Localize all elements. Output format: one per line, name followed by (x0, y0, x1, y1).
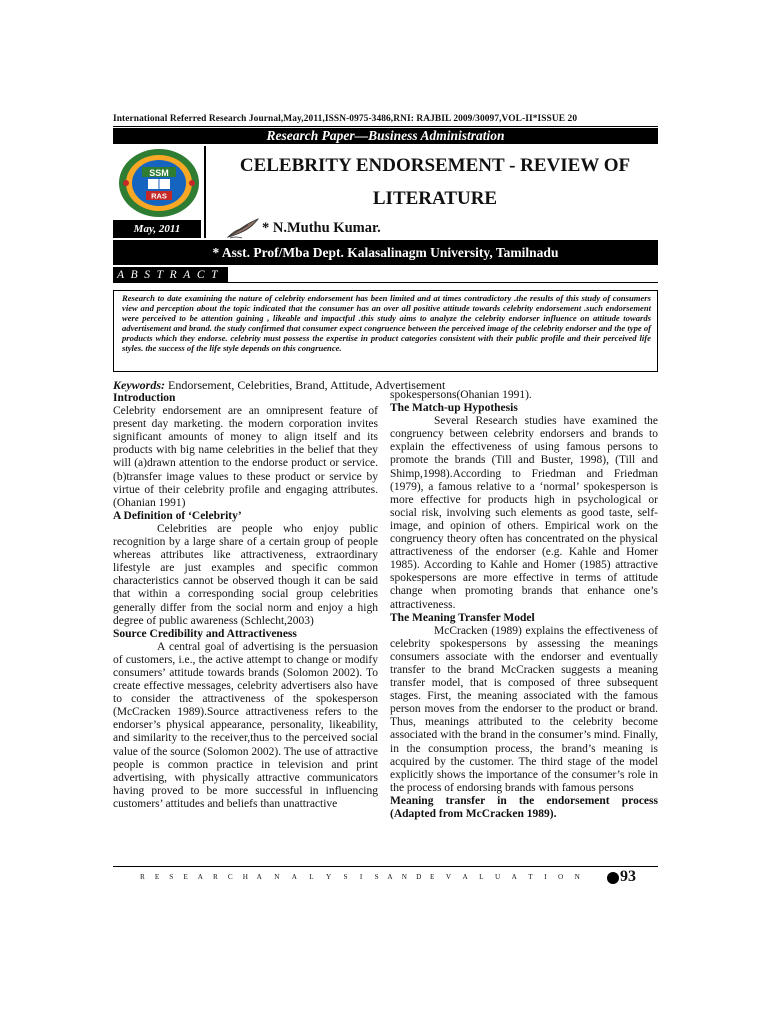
title-divider (204, 146, 206, 238)
keywords-text: Endorsement, Celebrities, Brand, Attitude, Advertisement (168, 378, 446, 392)
footer-word: E V A L U A T I O N (429, 873, 580, 881)
author-name: * N.Muthu Kumar. (262, 220, 381, 236)
right-column (390, 389, 658, 821)
heading-definition: A Definition of ‘Celebrity’ (113, 509, 242, 522)
journal-logo (116, 147, 202, 219)
logo-bottom-text: RAS (151, 191, 167, 201)
footer-tagline (140, 873, 580, 881)
abstract-label: ABSTRACT (113, 267, 228, 283)
heading-introduction: Introduction (113, 392, 176, 404)
paragraph-introduction: Celebrity endorsement are an omnipresent feature of present day marketing. the modern corporation invites significant amounts of money to align itself and its products with big name celebrities in the belief that they will (a)drawn attention to the endorse product or service. (b)transfer image values to these product or service by virtue of their celebrity profile and engaging attributes. (Ohanian 1991) (113, 405, 378, 509)
journal-header: International Referred Research Journal,May,2011,ISSN-0975-3486,RNI: RAJBIL 2009/30097,VOL-II*ISSUE 20 (113, 114, 578, 124)
header-rule (113, 126, 658, 127)
heading-endorsement-process: Meaning transfer in the endorsement process (Adapted from McCracken 1989). (390, 794, 658, 820)
logo-top-text: SSM (149, 168, 169, 178)
heading-meaning-transfer: The Meaning Transfer Model (390, 611, 535, 624)
left-column (113, 392, 378, 811)
heading-source-credibility: Source Credibility and Attractiveness (113, 627, 297, 640)
footer-word: A N D (387, 873, 422, 881)
quill-pen-icon (226, 217, 260, 239)
date-badge: May, 2011 (113, 220, 201, 238)
paper-title-line2: LITERATURE (372, 188, 498, 209)
footer-word: R E S E A R C H (140, 873, 248, 881)
keywords-label: Keywords: (113, 378, 165, 392)
abstract-text: Research to date examining the nature of celebrity endorsement has been limited and at times contradictory .the results of this study of consumers view and perception about the topic indicated that the consumer has an over all positive attitude towards celebrity endorsement .such endorsement were perceived to be attention gaining , likeable and impactful .this study aims to analyze the celebrity endorser influence on attitude towards advertisement and brand. the study confirmed that consumer expect congruence between the perceived image of the celebrity endorser and the type of products which they endorse. celebrity must possess the expertise in product categories consistent with their public profile and their perceived life styles. the success of the life style depends on this congruence. (113, 290, 658, 372)
page-bullet-icon (607, 872, 619, 884)
paragraph-definition: Celebrities are people who enjoy public recognition by a large share of a certain group of people whereas attributes like attractiveness, extraordinary lifestyle are just examples and specific common characteristics cannot be observed though it can be said that within a corresponding social group celebrities generally differ from the social norm and enjoy a high degree of public awareness (Schlecht,2003) (113, 522, 378, 627)
paper-title-line1: CELEBRITY ENDORSEMENT - REVIEW OF (239, 155, 631, 176)
heading-match-up: The Match-up Hypothesis (390, 402, 518, 415)
paragraph-meaning-transfer: McCracken (1989) explains the effectiveness of celebrity spokespersons by assessing the meanings consumers associate with the endorser and eventually transfer to the brand McCracken suggests a meaning transfer model, that is composed of three subsequent stages. First, the meaning associated with the famous person moves from the endorser to the product or brand. Thus, meanings attributed to the celebrity become associated with the brand in the consumer’s mind. Finally, in the consumption process, the brand’s meaning is acquired by the customer. The third stage of the model explicitly shows the importance of the consumer’s role in the process of endorsing brands with famous persons (390, 624, 658, 794)
paragraph-match-up: Several Research studies have examined the congruency between celebrity endorsers and brands to explain the effectiveness of using famous persons to promote the brands (Till and Buster, 1998), (Till and Shimp,1998).According to Friedman and Friedman (1979), a famous relative to a ‘normal’ spokesperson is more effective for products high in psychological or social risk, involving such elements as good taste, self-image, and opinion of others. Empirical work on the congruency theory often has concentrated on the physical attractiveness of the endorser (e.g. Kahle and Homer 1985). According to Kahle and Homer (1985) attractive spokespersons are more effective in terms of attitude change when promoting brands that enhance one’s attractiveness. (390, 415, 658, 611)
footer-rule (113, 866, 658, 867)
abstract-rule (228, 282, 658, 283)
footer-word: A N A L Y S I S (256, 873, 379, 881)
page-number: 93 (620, 868, 636, 885)
affiliation-bar: * Asst. Prof/Mba Dept. Kalasalinagm University, Tamilnadu (113, 240, 658, 265)
paragraph-source-credibility: A central goal of advertising is the persuasion of customers, i.e., the active attempt to change or modify consumers’ attitude towards brands (Solomon 2002). To create effective messages, celebrity advertisers also have to consider the attractiveness of the spokesperson (McCracken 1989).Source attractiveness refers to the endorser’s physical appearance, personality, likeability, and similarity to the receiver,thus to the perceived social value of the source (Solomon 2002). The use of attractive people is common practice in television and print advertising, with physically attractive communicators having proved to be more successful in influencing customers’ attitudes and beliefs than unattractive (113, 640, 378, 810)
category-bar: Research Paper—Business Administration (113, 128, 658, 144)
paragraph-continuation: spokespersons(Ohanian 1991). (390, 389, 532, 401)
